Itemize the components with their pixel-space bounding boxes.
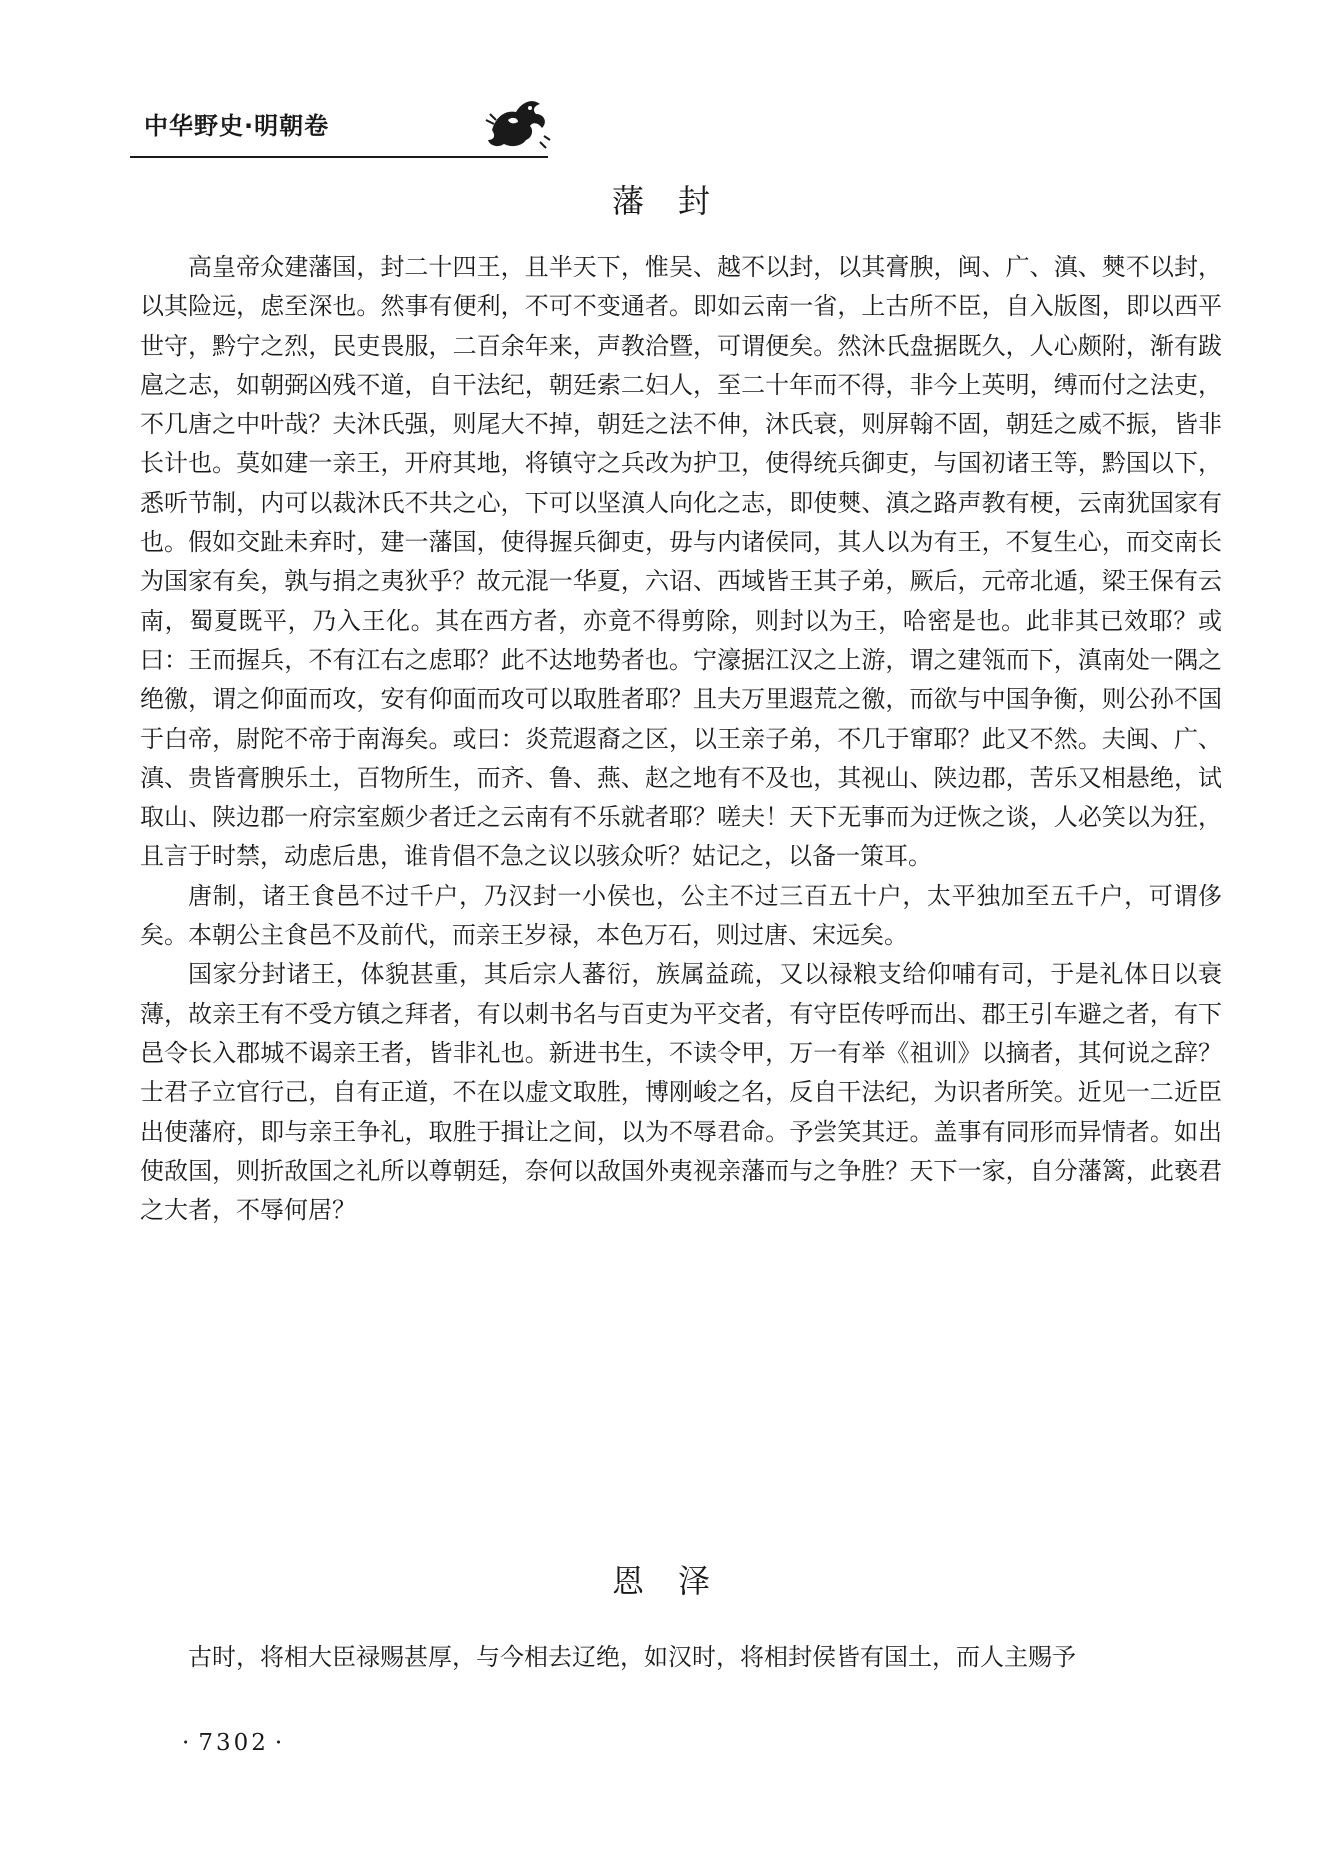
book-title: 中华野史·明朝卷 [144,112,330,140]
dragon-emblem-icon [482,90,554,154]
section-title-fanfeng: 藩封 [611,182,744,220]
section-title-enze: 恩泽 [611,1562,744,1600]
page-number: · 7302 · [182,1730,286,1756]
paragraph: 国家分封诸王，体貌甚重，其后宗人蕃衍，族属益疏，又以禄粮支给仰哺有司，于是礼体日以衰薄，故亲王有不受方镇之拜者，有以刺书名与百吏为平交者，有守臣传呼而出、郡王引车避之者，有下邑令长入郡城不谒亲王者，皆非礼也。新进书生，不读令甲，万一有举《祖训》以摘者，其何说之辞？士君子立官行己，自有正道，不在以虚文取胜，博刚峻之名，反自干法纪，为识者所笑。近见一二近臣出使藩府，即与亲王争礼，取胜于揖让之间，以为不辱君命。予尝笑其迂。盖事有同形而异情者。如出使敌国，则折敌国之礼所以尊朝廷，奈何以敌国外夷视亲藩而与之争胜？天下一家，自分藩篱，此亵君之大者，不辱何居？ [140,960,1222,1225]
paragraph: 唐制，诸王食邑不过千户，乃汉封一小侯也，公主不过三百五十户，太平独加至五千户，可谓侈矣。本朝公主食邑不及前代，而亲王岁禄，本色万石，则过唐、宋远矣。 [140,881,1222,950]
paragraph: 高皇帝众建藩国，封二十四王，且半天下，惟吴、越不以封，以其膏腴，闽、广、滇、僰不以封，以其险远，虑至深也。然事有便利，不可不变通者。即如云南一省，上古所不臣，自入版图，即以西平世守，黔宁之烈，民吏畏服，二百余年来，声教洽暨，可谓便矣。然沐氏盘据既久，人心颇附，渐有跋扈之志，如朝弼凶残不道，自干法纪，朝廷索二妇人，至二十年而不得，非今上英明，缚而付之法吏，不几唐之中叶哉？夫沐氏强，则尾大不掉，朝廷之法不伸，沐氏衰，则屏翰不固，朝廷之威不振，皆非长计也。莫如建一亲王，开府其地，将镇守之兵改为护卫，使得统兵御吏，与国初诸王等，黔国以下，悉听节制，内可以裁沐氏不共之心，下可以坚滇人向化之志，即使僰、滇之路声教有梗，云南犹国家有也。假如交趾未弃时，建一藩国，使得握兵御吏，毋与内诸侯同，其人以为有王，不复生心，而交南长为国家有矣，孰与捐之夷狄乎？故元混一华夏，六诏、西域皆王其子弟，厥后，元帝北遁，梁王保有云南，蜀夏既平，乃入王化。其在西方者，亦竟不得剪除，则封以为王，哈密是也。此非其已效耶？或曰：王而握兵，不有江右之虑耶？此不达地势者也。宁濠据江汉之上游，谓之建瓴而下，滇南处一隅之绝徼，谓之仰面而攻，安有仰面而攻可以取胜者耶？且夫万里遐荒之徼，而欲与中国争衡，则公孙不国于白帝，尉陀不帝于南海矣。或曰：炎荒遐裔之区，以王亲子弟，不几于窜耶？此又不然。夫闽、广、滇、贵皆膏腴乐土，百物所生，而齐、鲁、燕、赵之地有不及也，其视山、陕边郡，苦乐又相悬绝，试取山、陕边郡一府宗室颇少者迁之云南有不乐就者耶？嗟夫！天下无事而为迂恢之谈，人必笑以为狂，且言于时禁，动虑后患，谁肯倡不急之议以骇众听？姑记之，以备一策耳。 [140,253,1222,871]
running-header [130,100,548,158]
section-body-enze [140,1638,1222,1677]
page-number-value: 7302 [198,1730,269,1756]
section-body-fanfeng [140,248,1222,1230]
paragraph: 古时，将相大臣禄赐甚厚，与今相去辽绝，如汉时，将相封侯皆有国土，而人主赐予 [188,1643,1076,1671]
